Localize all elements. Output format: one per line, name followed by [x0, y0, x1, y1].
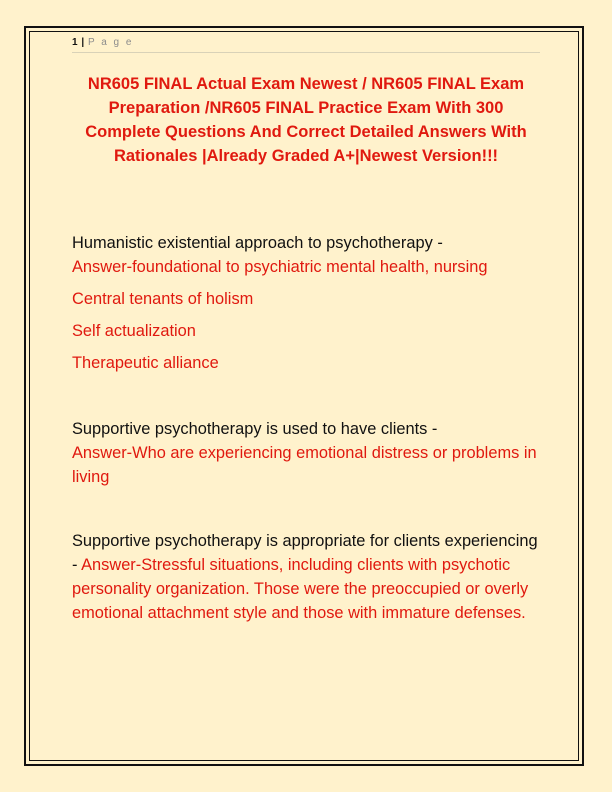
page-separator: | — [81, 37, 85, 48]
question-2: Supportive psychotherapy is used to have clients - — [72, 420, 438, 438]
answer-1-point-3: Therapeutic alliance — [72, 354, 219, 372]
answer-3: Answer-Stressful situations, including clients with psychotic personality organization. Those were the preoccupied or overly emotional attachment style and those with immature defenses. — [72, 556, 529, 622]
qa-item-2 — [72, 417, 544, 489]
question-3: Supportive psychotherapy is appropriate for clients experiencing - — [72, 532, 538, 574]
page-header — [72, 36, 540, 53]
question-1: Humanistic existential approach to psychotherapy - — [72, 234, 443, 252]
page-number: 1 — [72, 37, 79, 48]
answer-1-point-2: Self actualization — [72, 322, 196, 340]
qa-item-3 — [72, 529, 544, 625]
document-title: NR605 FINAL Actual Exam Newest / NR605 FINAL Exam Preparation /NR605 FINAL Practice Exam With 300 Complete Questions And Correct Detailed Answers With Rationales |Already Graded A+|Newest Version!!! — [85, 75, 527, 165]
page-label: P a g e — [87, 37, 134, 48]
answer-1-point-1: Central tenants of holism — [72, 290, 254, 308]
answer-1: Answer-foundational to psychiatric mental health, nursing — [72, 258, 488, 276]
qa-item-1 — [72, 231, 544, 279]
answer-2: Answer-Who are experiencing emotional distress or problems in living — [72, 444, 537, 486]
document-body — [72, 231, 544, 625]
